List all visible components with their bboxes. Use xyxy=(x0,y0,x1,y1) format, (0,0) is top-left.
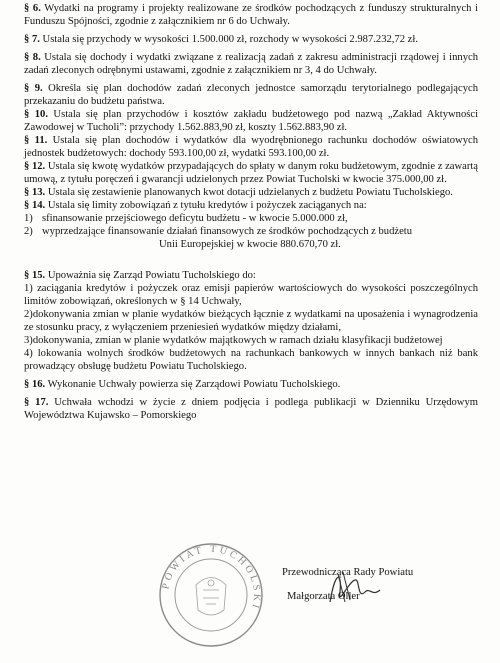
paragraph-10 xyxy=(24,108,478,134)
section-label: § 6. xyxy=(24,3,41,14)
paragraph-text: Ustala się dochody i wydatki związane z realizacją zadań z zakresu administracji rządowej i innych zadań zleconych odrębnymi ustawami, zgodnie z załącznikiem nr 3, 4 do Uchwały. xyxy=(24,52,478,76)
paragraph-14 xyxy=(24,199,478,212)
official-seal-stamp xyxy=(156,540,266,650)
paragraph-text: Ustala się plan dochodów i wydatków dla wyodrębnionego rachunku dochodów oświatowych jednostek budżetowych: dochody 593.100,00 zł, wydatki 593.100,00 zł. xyxy=(24,135,478,159)
list-item: 2)dokonywania zmian w planie wydatków bieżących łącznie z wydatkami na uposażenia i wynagrodzenia ze stosunku pracy, z wyłączeniem przeniesień wydatków między działami, xyxy=(24,309,478,333)
paragraph-15 xyxy=(24,269,478,282)
section-label: § 15. xyxy=(24,270,46,281)
list-item: 4) lokowania wolnych środków budżetowych na rachunkach bankowych w innych bankach niż bank prowadzący obsługę budżetu Powiatu Tucholskiego. xyxy=(24,348,478,372)
paragraph-8 xyxy=(24,51,478,77)
list-item xyxy=(24,225,478,238)
section-label: § 14. xyxy=(24,200,46,211)
paragraph-text: Ustala się plan przychodów i kosztów zakładu budżetowego pod nazwą „Zakład Aktywności Zawodowej w Tucholi”: przychody 1.562.883,90 zł, koszty 1.562.883,90 zł. xyxy=(24,109,479,133)
section-label: § 17. xyxy=(24,397,49,408)
section-label: § 7. xyxy=(24,34,40,45)
document-page xyxy=(24,2,478,427)
list-item: 3)dokonywania, zmian w planie wydatków majątkowych w ramach działu klasyfikacji budżetowej xyxy=(24,335,443,346)
paragraph-13 xyxy=(24,186,478,199)
list-text: wyprzedzające finansowanie działań finansowych ze środków pochodzących z budżetu xyxy=(42,226,413,237)
signature-name: Małgorzata Oller xyxy=(287,591,360,602)
list-item: 1) zaciągania kredytów i pożyczek oraz emisji papierów wartościowych do wysokości poszczególnych limitów zobowiązań, określonych w § 14 Uchwały, xyxy=(24,283,478,307)
signature-block xyxy=(282,566,413,604)
section-label: § 10. xyxy=(24,109,48,120)
paragraph-text: Upoważnia się Zarząd Powiatu Tucholskiego do: xyxy=(45,270,256,281)
paragraph-text: Ustala się zestawienie planowanych kwot dotacji udzielanych z budżetu Powiatu Tucholskiego. xyxy=(45,187,453,198)
paragraph-text: Ustala się przychody w wysokości 1.500.000 zł, rozchody w wysokości 2.987.232,72 zł. xyxy=(39,34,418,45)
section-label: § 16. xyxy=(24,379,46,390)
section-label: § 12. xyxy=(24,161,46,172)
paragraph-12 xyxy=(24,160,478,186)
list-item xyxy=(24,212,478,225)
paragraph-6 xyxy=(24,2,478,28)
paragraph-9 xyxy=(24,82,478,108)
list-text: sfinansowanie przejściowego deficytu budżetu - w kwocie 5.000.000 zł, xyxy=(42,213,348,224)
paragraph-text: Ustala się kwotę wydatków przypadających do spłaty w danym roku budżetowym, zgodnie z zawartą umową, z tytułu poręczeń i gwarancji udzielonych przez Powiat Tucholski w kwocie 375.000,00 zł. xyxy=(24,161,478,185)
svg-text:POWIAT TUCHOLSKI: POWIAT TUCHOLSKI xyxy=(160,543,263,613)
list-number: 2) xyxy=(24,226,33,237)
section-label: § 9. xyxy=(24,83,43,94)
paragraph-text: Wykonanie Uchwały powierza się Zarządowi Powiatu Tucholskiego. xyxy=(45,379,341,390)
paragraph-text: Uchwała wchodzi w życie z dniem podjęcia i podlega publikacji w Dzienniku Urzędowym Województwa Kujawsko – Pomorskiego xyxy=(24,397,478,421)
list-number: 1) xyxy=(24,213,33,224)
section-label: § 13. xyxy=(24,187,46,198)
paragraph-text: Określa się plan dochodów zadań zleconych jednostce samorządu terytorialnego podlegających przekazaniu do budżetu państwa. xyxy=(24,83,478,107)
signature-title: Przewodnicząca Rady Powiatu xyxy=(282,567,414,578)
paragraph-17 xyxy=(24,396,478,422)
list-item-continuation: Unii Europejskiej w kwocie 880.670,70 zł. xyxy=(159,239,341,250)
paragraph-text: Ustala się limity zobowiązań z tytułu kredytów i pożyczek zaciąganych na: xyxy=(45,200,367,211)
paragraph-text: Wydatki na programy i projekty realizowane ze środków pochodzących z funduszy strukturalnych i Funduszu Spójności, zgodnie z załącznikiem nr 6 do Uchwały. xyxy=(24,3,478,27)
paragraph-16 xyxy=(24,378,478,391)
paragraph-7 xyxy=(24,33,478,46)
section-label: § 8. xyxy=(24,52,41,63)
section-label: § 11. xyxy=(24,135,48,146)
paragraph-11 xyxy=(24,134,478,160)
